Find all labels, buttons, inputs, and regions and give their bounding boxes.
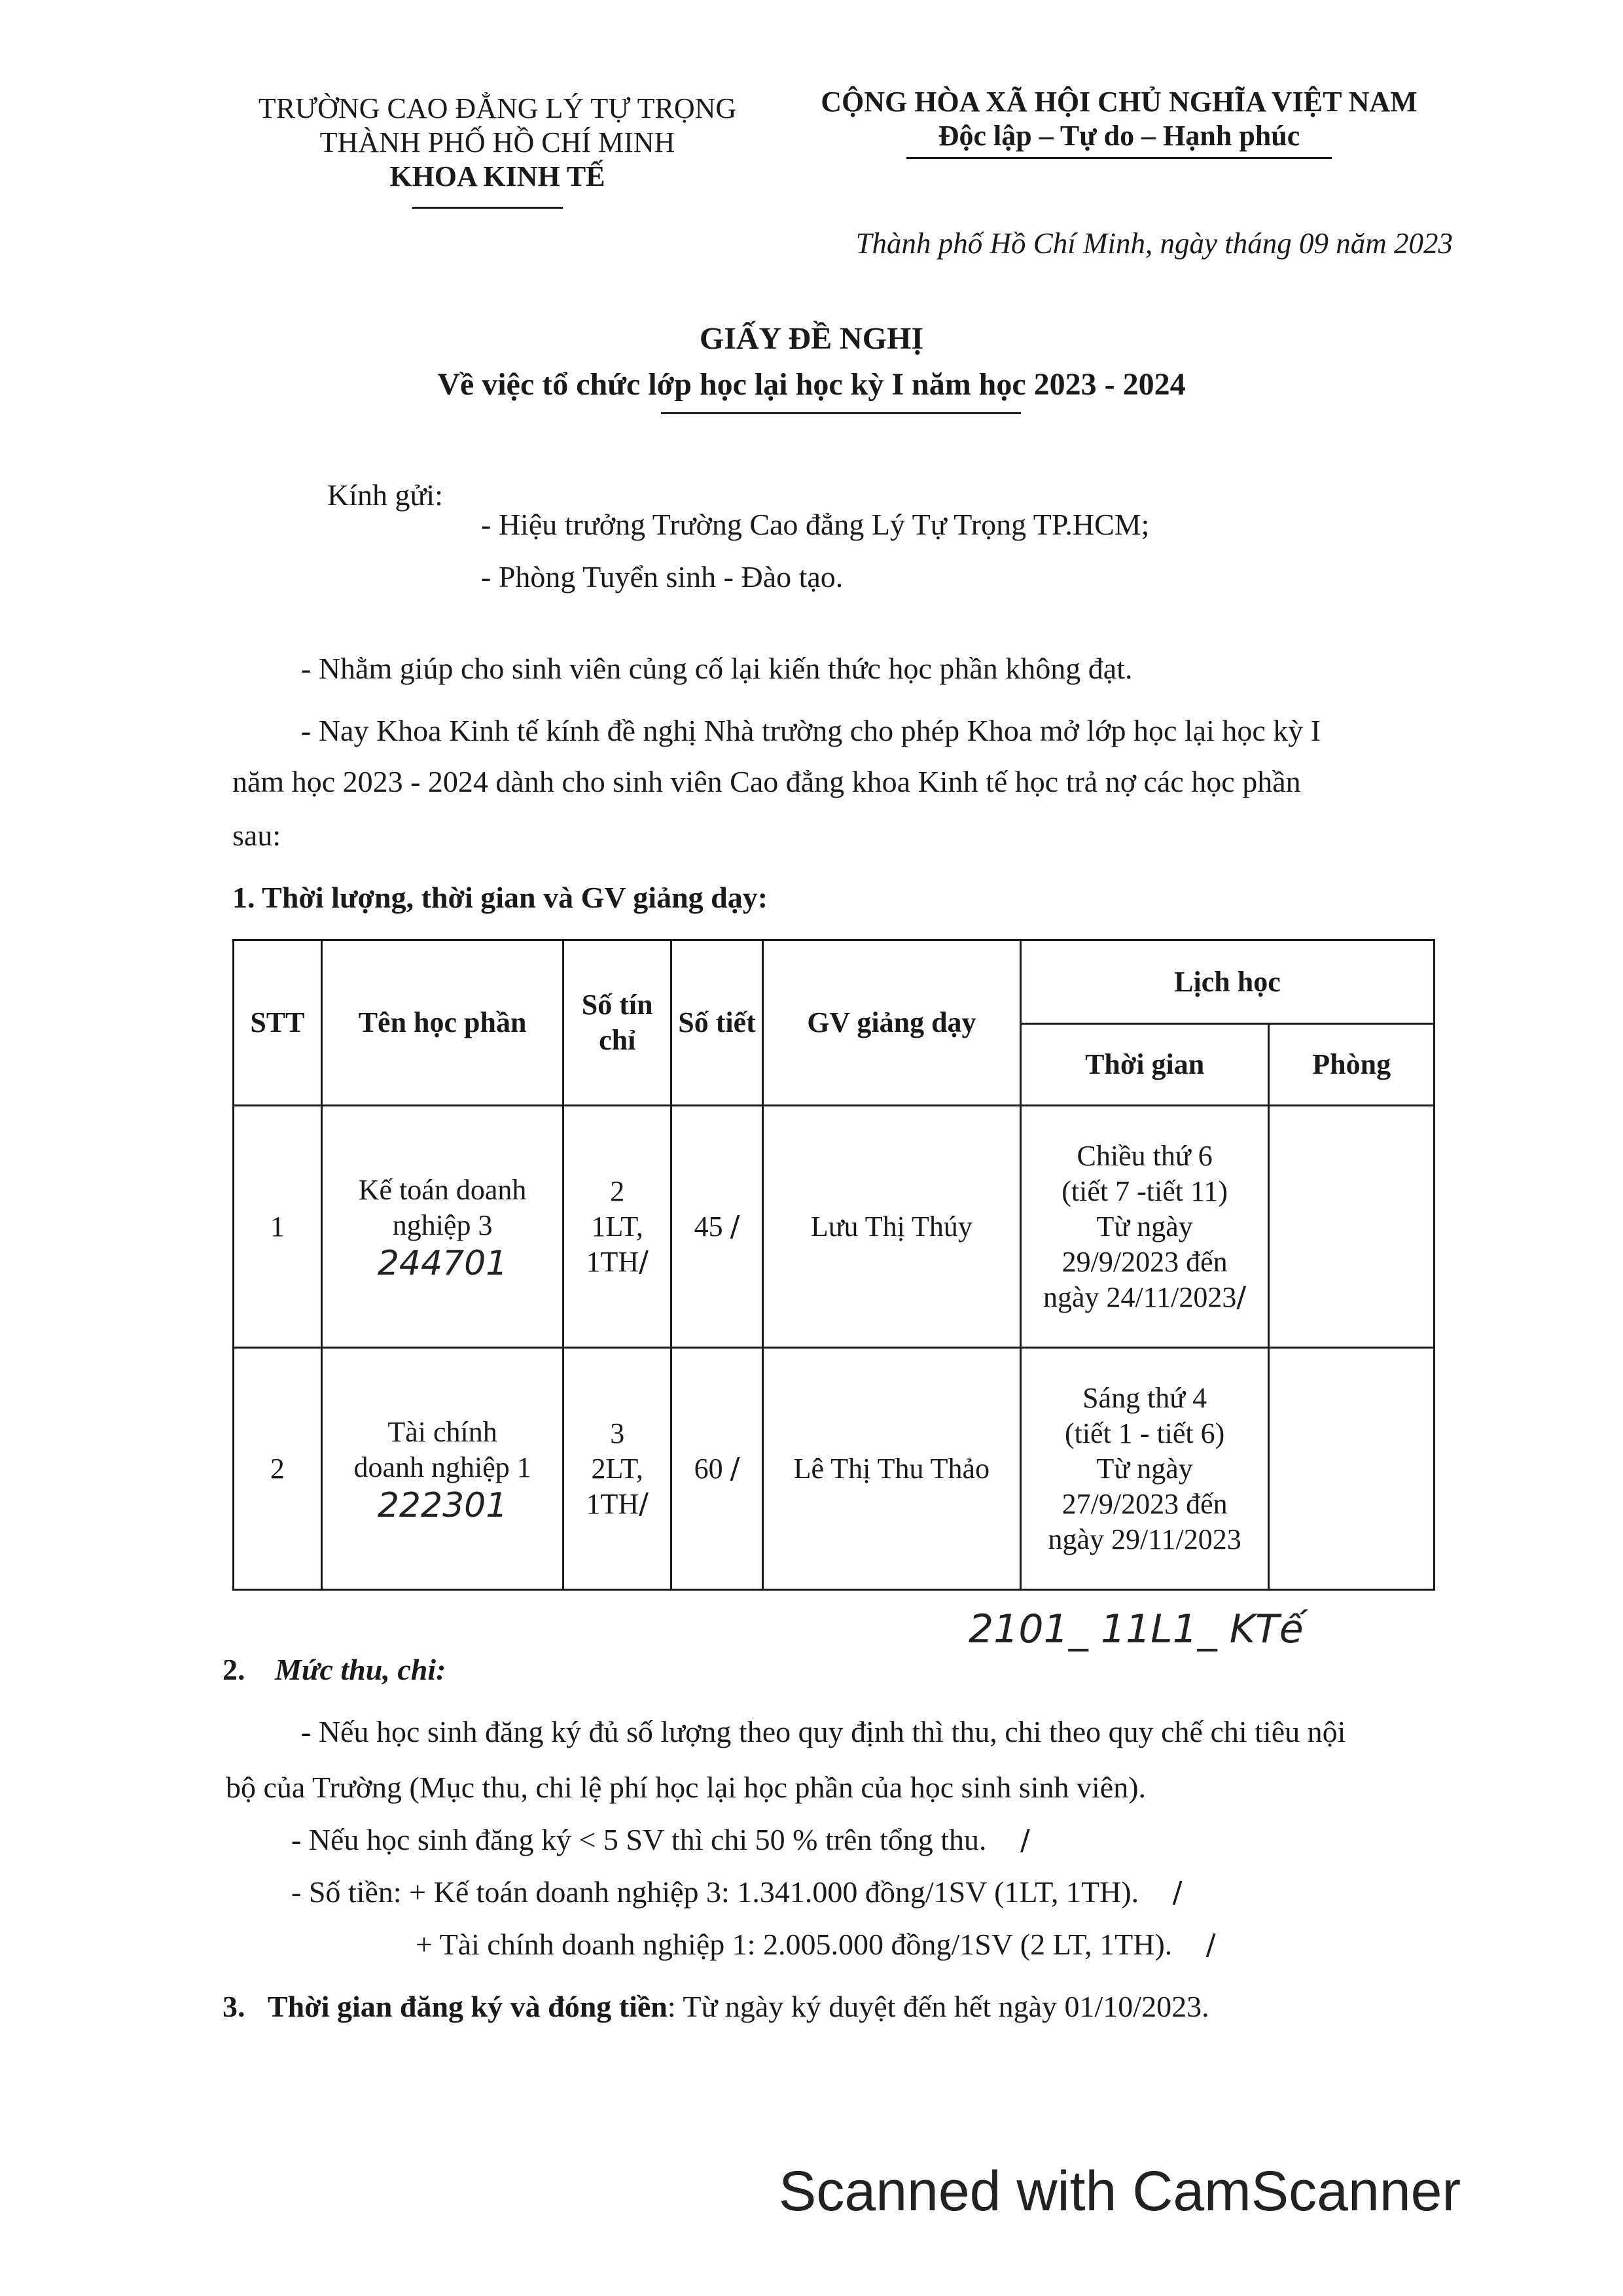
periods-value: 60 xyxy=(694,1452,723,1485)
section-2-number: 2. xyxy=(223,1653,245,1686)
subtitle-underline xyxy=(661,412,1021,414)
cell-course xyxy=(321,1106,563,1348)
cell-time xyxy=(1020,1348,1268,1590)
recipient-item: - Hiệu trưởng Trường Cao đẳng Lý Tự Trọng TP.HCM; xyxy=(481,508,1150,541)
check-mark-icon: / xyxy=(639,1487,649,1521)
handwritten-course-code: 244701 xyxy=(377,1243,508,1283)
motto: Độc lập – Tự do – Hạnh phúc xyxy=(938,120,1300,152)
header-schedule: Lịch học xyxy=(1020,940,1434,1024)
header-room: Phòng xyxy=(1269,1024,1435,1106)
time-line: Từ ngày xyxy=(1096,1452,1193,1485)
cell-time xyxy=(1020,1106,1268,1348)
check-mark-icon: / xyxy=(1205,1928,1216,1962)
time-line: 29/9/2023 đến xyxy=(1061,1245,1228,1278)
cell-stt: 1 xyxy=(234,1106,322,1348)
credits-line: 3 xyxy=(610,1417,625,1449)
body-paragraph: năm học 2023 - 2024 dành cho sinh viên Cao đẳng khoa Kinh tế học trả nợ các học phần xyxy=(232,765,1301,798)
time-line-text: ngày 24/11/2023 xyxy=(1043,1280,1237,1313)
school-header xyxy=(229,92,766,194)
recipient-item: - Phòng Tuyển sinh - Đào tạo. xyxy=(481,560,844,593)
fee-line xyxy=(291,1822,1030,1858)
time-line: Từ ngày xyxy=(1096,1210,1193,1243)
credits-line: 2LT, xyxy=(591,1452,643,1485)
section-3-text: : Từ ngày ký duyệt đến hết ngày 01/10/2023. xyxy=(667,1990,1209,2023)
fee-line-text: - Nếu học sinh đăng ký < 5 SV thì chi 50 % trên tổng thu. xyxy=(291,1823,987,1856)
cell-teacher: Lưu Thị Thúy xyxy=(762,1106,1020,1348)
credits-line: 1LT, xyxy=(591,1210,643,1243)
section-3-number: 3. xyxy=(223,1990,245,2023)
credits-line-text: 1TH xyxy=(586,1245,639,1278)
course-name-line: Tài chính xyxy=(387,1415,497,1448)
national-header xyxy=(785,85,1453,153)
header-credits: Số tín chỉ xyxy=(563,940,671,1106)
body-paragraph: sau: xyxy=(232,819,281,852)
time-line: Sáng thứ 4 xyxy=(1082,1381,1207,1414)
credits-line: 2 xyxy=(610,1174,625,1207)
fee-line xyxy=(416,1927,1216,1963)
cell-periods xyxy=(671,1106,763,1348)
check-mark-icon: / xyxy=(1236,1280,1247,1314)
header-time: Thời gian xyxy=(1020,1024,1268,1106)
nation-name: CỘNG HÒA XÃ HỘI CHỦ NGHĨA VIỆT NAM xyxy=(821,86,1418,118)
check-mark-icon: / xyxy=(639,1245,649,1279)
handwritten-class-code: 2101_ 11L1_ KTế xyxy=(969,1606,1304,1652)
document-subtitle: Về việc tổ chức lớp học lại học kỳ I năm học 2023 - 2024 xyxy=(437,367,1186,402)
camscanner-watermark: Scanned with CamScanner xyxy=(779,2160,1461,2223)
section-2-heading: Mức thu, chi: xyxy=(275,1653,446,1686)
section-3-heading: Thời gian đăng ký và đóng tiền xyxy=(268,1990,668,2023)
cell-periods xyxy=(671,1348,763,1590)
time-line: (tiết 1 - tiết 6) xyxy=(1064,1417,1225,1449)
fee-line: - Nếu học sinh đăng ký đủ số lượng theo quy định thì thu, chi theo quy chế chi tiêu nội xyxy=(301,1715,1346,1748)
cell-credits xyxy=(563,1106,671,1348)
check-mark-icon: / xyxy=(1172,1876,1183,1909)
time-line xyxy=(1026,1280,1264,1315)
time-line: 27/9/2023 đến xyxy=(1061,1487,1228,1520)
cell-room xyxy=(1269,1106,1435,1348)
credits-line xyxy=(568,1245,666,1280)
faculty-name: KHOA KINH TẾ xyxy=(389,160,605,192)
check-mark-icon: / xyxy=(1020,1824,1030,1857)
school-name: TRƯỜNG CAO ĐẲNG LÝ TỰ TRỌNG xyxy=(258,92,737,124)
body-paragraph: - Nhằm giúp cho sinh viên củng cố lại kiến thức học phần không đạt. xyxy=(301,652,1133,685)
cell-course xyxy=(321,1348,563,1590)
fee-line xyxy=(291,1875,1182,1911)
cell-teacher: Lê Thị Thu Thảo xyxy=(762,1348,1020,1590)
cell-credits xyxy=(563,1348,671,1590)
handwritten-course-code: 222301 xyxy=(377,1485,508,1525)
section-3 xyxy=(223,1989,1209,2024)
recipient-label: Kính gửi: xyxy=(327,478,443,512)
cell-room xyxy=(1269,1348,1435,1590)
time-line: (tiết 7 -tiết 11) xyxy=(1061,1174,1228,1207)
fee-line: bộ của Trường (Mục thu, chi lệ phí học lại học phần của học sinh sinh viên). xyxy=(226,1771,1147,1804)
course-name-line: nghiệp 3 xyxy=(392,1209,493,1241)
header-stt: STT xyxy=(234,940,322,1106)
fee-line-text: - Số tiền: + Kế toán doanh nghiệp 3: 1.341.000 đồng/1SV (1LT, 1TH). xyxy=(291,1875,1139,1909)
time-line: Chiều thứ 6 xyxy=(1077,1139,1213,1172)
fee-line-text: + Tài chính doanh nghiệp 1: 2.005.000 đồng/1SV (2 LT, 1TH). xyxy=(416,1928,1173,1961)
course-name-line: doanh nghiệp 1 xyxy=(353,1451,531,1483)
course-name-line: Kế toán doanh xyxy=(358,1173,527,1206)
header-teacher: GV giảng dạy xyxy=(762,940,1020,1106)
periods-value: 45 xyxy=(694,1210,723,1243)
school-city: THÀNH PHỐ HỒ CHÍ MINH xyxy=(319,126,675,158)
time-line: ngày 29/11/2023 xyxy=(1048,1523,1241,1555)
credits-line xyxy=(568,1487,666,1522)
faculty-underline xyxy=(412,207,563,209)
check-mark-icon: / xyxy=(730,1451,740,1485)
credits-line-text: 1TH xyxy=(586,1487,639,1520)
schedule-table xyxy=(232,939,1435,1591)
header-course: Tên học phần xyxy=(321,940,563,1106)
body-paragraph: - Nay Khoa Kinh tế kính đề nghị Nhà trường cho phép Khoa mở lớp học lại học kỳ I xyxy=(301,714,1321,747)
motto-underline xyxy=(906,157,1332,159)
check-mark-icon: / xyxy=(730,1209,740,1243)
header-periods: Số tiết xyxy=(671,940,763,1106)
document-title: GIẤY ĐỀ NGHỊ xyxy=(699,321,924,356)
section-1-heading: 1. Thời lượng, thời gian và GV giảng dạy: xyxy=(232,881,768,914)
table-row xyxy=(234,1106,1435,1348)
date-line: Thành phố Hồ Chí Minh, ngày tháng 09 năm 2023 xyxy=(855,227,1453,260)
cell-stt: 2 xyxy=(234,1348,322,1590)
table-row xyxy=(234,1348,1435,1590)
